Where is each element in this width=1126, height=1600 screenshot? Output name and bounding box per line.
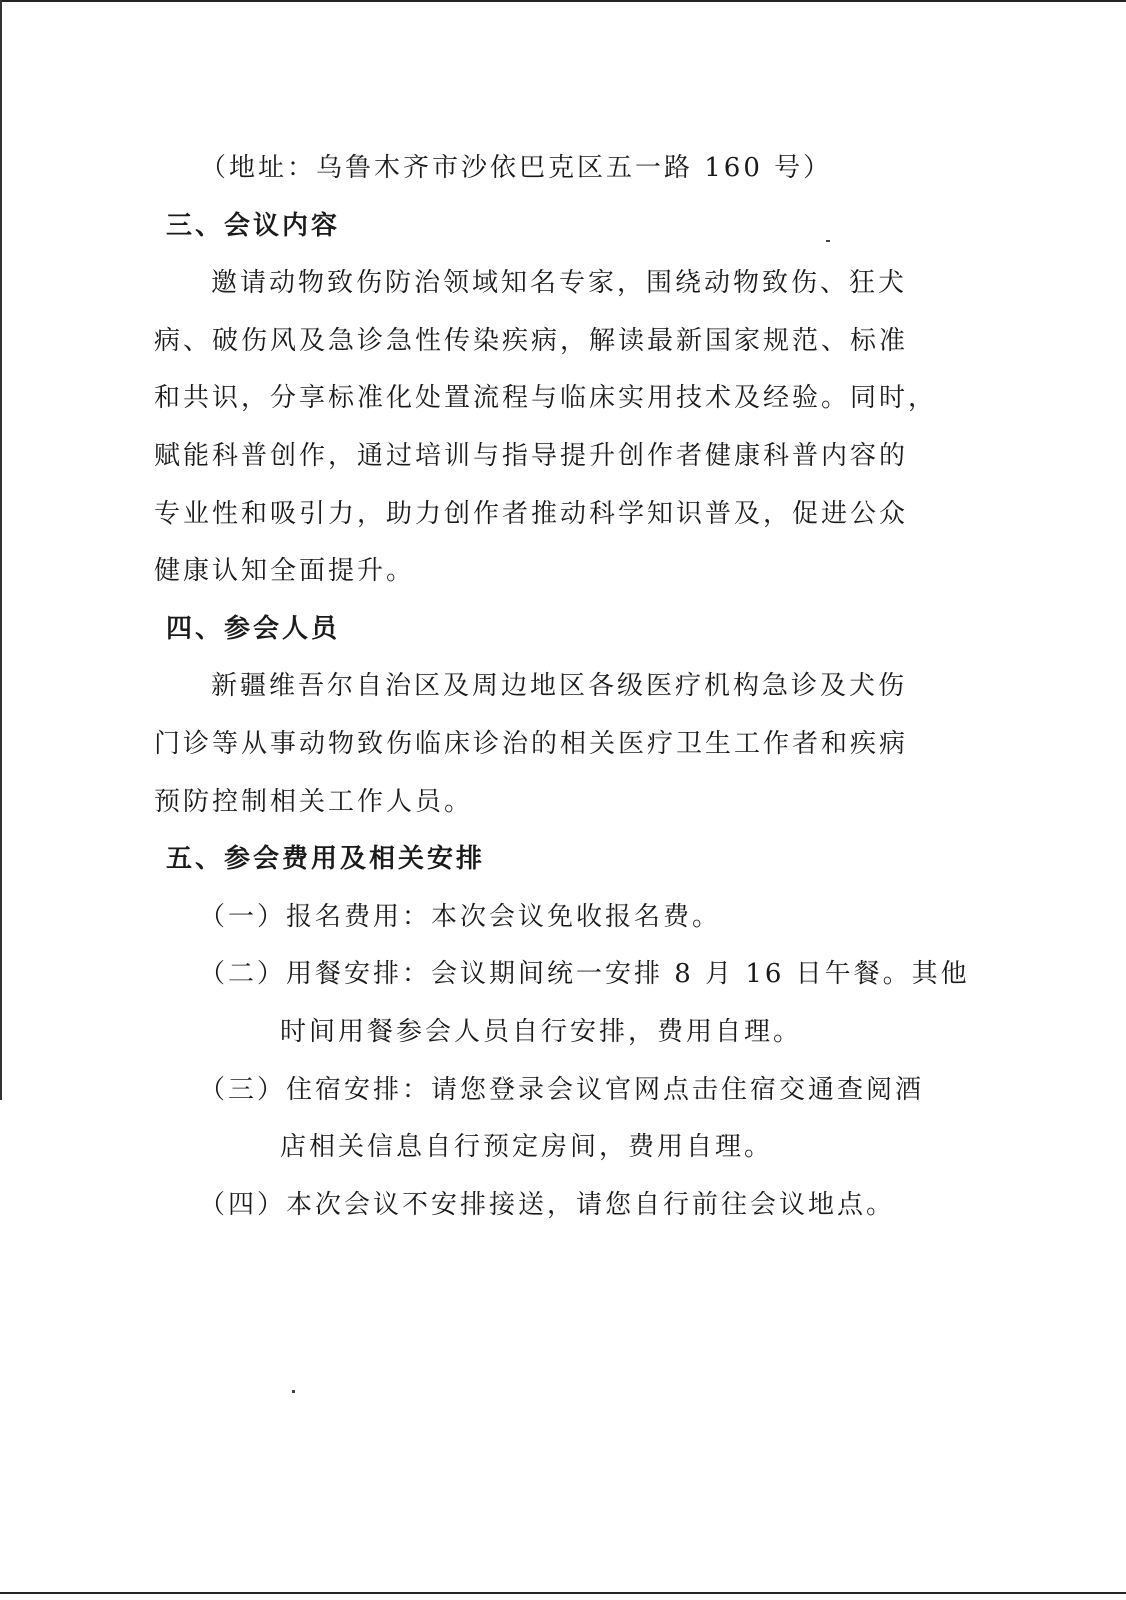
paragraph-line: 门诊等从事动物致伤临床诊治的相关医疗卫生工作者和疾病 (154, 728, 909, 759)
paragraph-line: 和共识，分享标准化处置流程与临床实用技术及经验。同时， (154, 383, 938, 414)
list-item-continuation: 时间用餐参会人员自行安排，费用自理。 (280, 1016, 803, 1047)
section-5-heading: 五、参会费用及相关安排 (166, 844, 486, 875)
paragraph-line: 预防控制相关工作人员。 (154, 786, 474, 817)
section-4-body (154, 658, 954, 831)
list-item: （三）住宿安排：请您登录会议官网点击住宿交通查阅酒 (199, 1074, 925, 1105)
list-item: （一）报名费用：本次会议免收报名费。 (199, 901, 722, 932)
paragraph-line: 新疆维吾尔自治区及周边地区各级医疗机构急诊及犬伤 (211, 671, 908, 702)
section-4-heading: 四、参会人员 (166, 613, 341, 644)
list-item-continuation: 店相关信息自行预定房间，费用自理。 (280, 1132, 774, 1163)
scan-speck (292, 1390, 295, 1393)
paragraph-line: 赋能科普创作，通过培训与指导提升创作者健康科普内容的 (154, 440, 909, 471)
address-line: （地址：乌鲁木齐市沙依巴克区五一路 160 号） (200, 153, 833, 183)
paragraph-line: 健康认知全面提升。 (154, 556, 416, 587)
list-item: （二）用餐安排：会议期间统一安排 8 月 16 日午餐。其他 (199, 959, 970, 990)
scan-border-left (0, 0, 2, 1100)
paragraph-line: 专业性和吸引力，助力创作者推动科学知识普及，促进公众 (154, 498, 909, 529)
scan-border-top (0, 0, 1126, 2)
paragraph-line: 病、破伤风及急诊急性传染疾病，解读最新国家规范、标准 (154, 325, 909, 356)
section-3-body (154, 255, 954, 601)
document-page (154, 140, 970, 1234)
list-item: （四）本次会议不安排接送，请您自行前往会议地点。 (199, 1189, 896, 1220)
section-3-heading: 三、会议内容 (166, 210, 341, 241)
paragraph-line: 邀请动物致伤防治领域知名专家，围绕动物致伤、狂犬 (211, 268, 908, 299)
scan-border-bottom (0, 1592, 1126, 1594)
section-5-body (154, 889, 970, 1235)
